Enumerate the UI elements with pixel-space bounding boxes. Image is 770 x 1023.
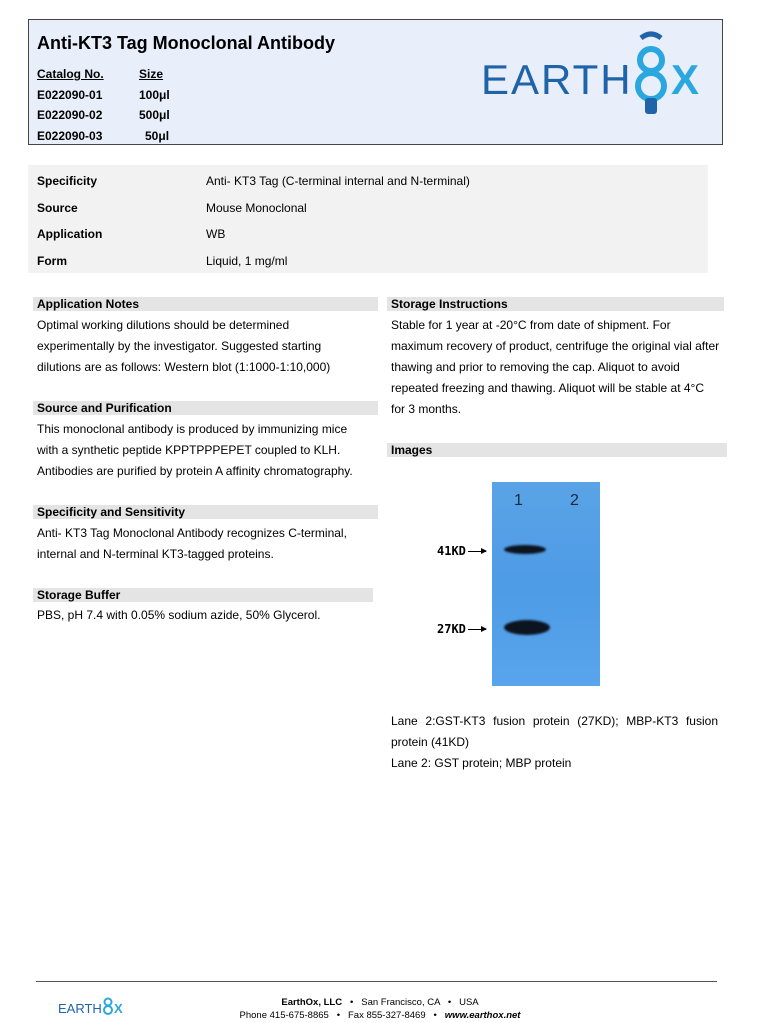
footer-logo-suffix: X bbox=[114, 1001, 123, 1016]
spec-key: Application bbox=[37, 227, 103, 241]
text-line: experimentally by the investigator. Suggested starting bbox=[37, 339, 322, 353]
logo-suffix: X bbox=[671, 56, 700, 103]
caption-line: Lane 2:GST-KT3 fusion protein (27KD); MBP-KT3 fusion protein (41KD) bbox=[391, 714, 718, 749]
storage-buffer-heading: Storage Buffer bbox=[33, 588, 373, 602]
marker-27kd bbox=[437, 622, 486, 636]
application-notes-heading: Application Notes bbox=[33, 297, 378, 311]
storage-instructions-heading: Storage Instructions bbox=[387, 297, 724, 311]
footer-city: San Francisco, CA bbox=[361, 997, 440, 1008]
footer-company: EarthOx, LLC bbox=[281, 997, 343, 1008]
footer-phone: Phone 415-675-8865 bbox=[239, 1010, 329, 1021]
footer-separator: • bbox=[336, 1010, 341, 1021]
images-heading: Images bbox=[387, 443, 727, 457]
logo-text: EARTH bbox=[481, 56, 633, 103]
text-line: PBS, pH 7.4 with 0.05% sodium azide, 50% Glycerol. bbox=[37, 608, 321, 622]
footer-separator: • bbox=[447, 997, 452, 1008]
spec-value: Mouse Monoclonal bbox=[206, 201, 307, 215]
arrow-right-icon bbox=[468, 629, 486, 630]
lane-1-label: 1 bbox=[514, 492, 523, 509]
footer-fax: Fax 855-327-8469 bbox=[347, 1010, 426, 1021]
band-41kd bbox=[504, 545, 546, 554]
spec-value: Liquid, 1 mg/ml bbox=[206, 254, 288, 268]
text-line: thawing and prior to removing the cap. Aliquot to avoid bbox=[391, 360, 680, 374]
catalog-size: 50μl bbox=[145, 128, 170, 143]
spec-key: Specificity bbox=[37, 174, 98, 188]
text-line: maximum recovery of product, centrifuge the original vial after bbox=[391, 339, 720, 353]
footer-earthox-logo bbox=[56, 993, 126, 1019]
text-line: Anti- KT3 Tag Monoclonal Antibody recognizes C-terminal, bbox=[37, 526, 347, 540]
catalog-size: 100μl bbox=[139, 87, 170, 102]
text-line: This monoclonal antibody is produced by immunizing mice bbox=[37, 422, 348, 436]
application-notes-text bbox=[37, 315, 330, 378]
text-line: dilutions are as follows: Western blot (1:1000-1:10,000) bbox=[37, 360, 331, 374]
text-line: with a synthetic peptide KPPTPPPEPET coupled to KLH. bbox=[37, 443, 341, 457]
source-purification-text bbox=[37, 419, 353, 482]
spec-table bbox=[28, 165, 708, 273]
lane-2-label: 2 bbox=[570, 492, 579, 509]
footer-logo-text: EARTH bbox=[58, 1001, 102, 1016]
footer-separator: • bbox=[433, 1010, 437, 1021]
ox-molecule-icon bbox=[638, 34, 664, 114]
catalog-size: 500μl bbox=[139, 108, 170, 122]
western-blot-image bbox=[492, 482, 600, 686]
catalog-no-header: Catalog No. bbox=[37, 67, 104, 81]
text-line: for 3 months. bbox=[391, 402, 462, 416]
footer-address bbox=[200, 997, 560, 1008]
footer-separator: • bbox=[349, 997, 354, 1008]
text-line: Optimal working dilutions should be determined bbox=[37, 318, 290, 332]
catalog-number: E022090-02 bbox=[37, 108, 103, 122]
arrow-right-icon bbox=[468, 551, 486, 552]
storage-buffer-text bbox=[37, 605, 320, 626]
catalog-number: E022090-03 bbox=[37, 128, 103, 143]
footer-divider bbox=[36, 981, 717, 982]
product-header bbox=[28, 19, 723, 145]
footer-country: USA bbox=[459, 997, 479, 1008]
marker-41kd bbox=[437, 544, 486, 558]
footer-website-link[interactable]: www.earthox.net bbox=[444, 1010, 521, 1021]
caption-line: Lane 2: GST protein; MBP protein bbox=[391, 756, 572, 770]
spec-key: Source bbox=[37, 201, 78, 215]
text-line: internal and N-terminal KT3-tagged proteins. bbox=[37, 547, 274, 561]
size-header: Size bbox=[139, 67, 164, 81]
footer-contact bbox=[200, 1010, 560, 1021]
specificity-sensitivity-text bbox=[37, 523, 347, 565]
marker-41kd-label: 41KD bbox=[437, 544, 466, 558]
marker-27kd-label: 27KD bbox=[437, 622, 466, 636]
footer-ox-icon bbox=[104, 999, 112, 1015]
spec-value: WB bbox=[206, 227, 226, 241]
spec-key: Form bbox=[37, 254, 67, 268]
catalog-number: E022090-01 bbox=[37, 87, 103, 102]
text-line: Antibodies are purified by protein A affinity chromatography. bbox=[37, 464, 353, 478]
text-line: Stable for 1 year at -20°C from date of shipment. For bbox=[391, 318, 671, 332]
image-caption bbox=[391, 711, 718, 774]
specificity-sensitivity-heading: Specificity and Sensitivity bbox=[33, 505, 378, 519]
source-purification-heading: Source and Purification bbox=[33, 401, 378, 415]
product-title: Anti-KT3 Tag Monoclonal Antibody bbox=[37, 33, 335, 53]
storage-instructions-text bbox=[391, 315, 719, 420]
earthox-logo bbox=[481, 28, 716, 118]
band-27kd bbox=[504, 620, 550, 635]
text-line: repeated freezing and thawing. Aliquot will be stable at 4°C bbox=[391, 381, 704, 395]
spec-value: Anti- KT3 Tag (C-terminal internal and N-terminal) bbox=[206, 174, 470, 188]
